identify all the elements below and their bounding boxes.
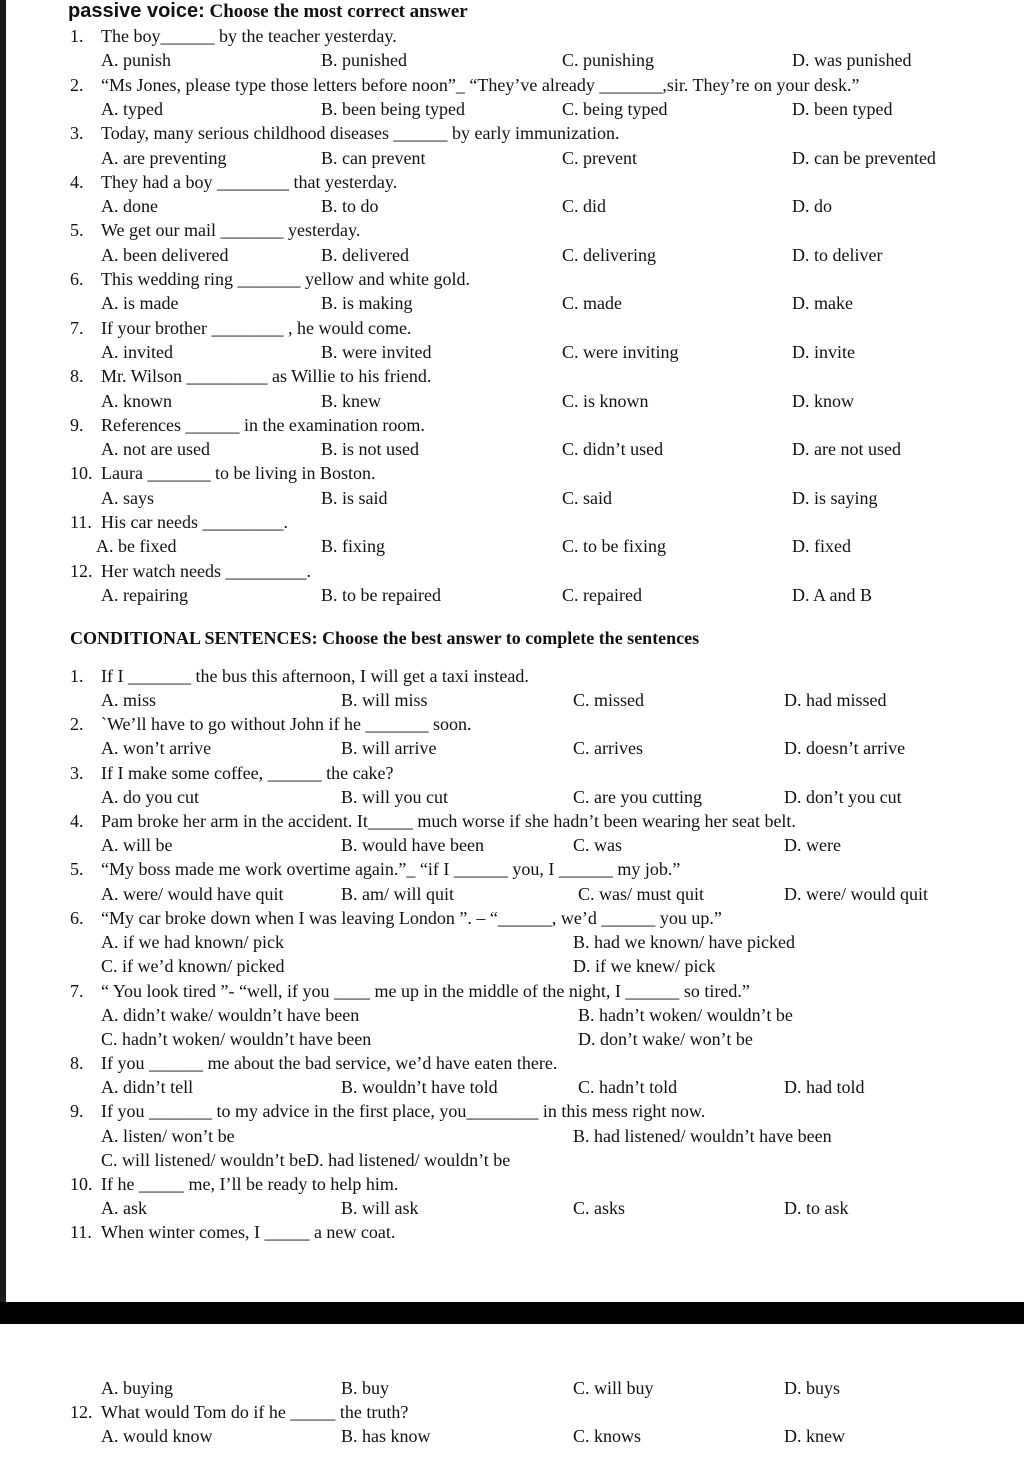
- option-b[interactable]: B. is making: [321, 293, 413, 313]
- question-number: 7.: [70, 981, 84, 1001]
- option-d[interactable]: D. fixed: [792, 536, 851, 556]
- option-c[interactable]: C. made: [562, 293, 622, 313]
- question-stem: Mr. Wilson _________ as Willie to his friend.: [101, 366, 432, 386]
- option-b[interactable]: B. had listened/ wouldn’t have been: [573, 1126, 832, 1146]
- question-number: 8.: [70, 1053, 84, 1073]
- question-number: 8.: [70, 366, 84, 386]
- option-b[interactable]: B. is said: [321, 488, 388, 508]
- question-number: 5.: [70, 859, 84, 879]
- option-b[interactable]: B. am/ will quit: [341, 884, 455, 904]
- question-number: 4.: [70, 172, 84, 192]
- question-stem: If he _____ me, I’ll be ready to help him.: [101, 1174, 399, 1194]
- question-stem: What would Tom do if he _____ the truth?: [101, 1402, 409, 1422]
- option-b[interactable]: B. knew: [321, 391, 381, 411]
- question-number: 5.: [70, 220, 84, 240]
- option-a[interactable]: A. been delivered: [101, 245, 229, 265]
- question-number: 10.: [70, 463, 93, 483]
- question-number: 6.: [70, 269, 84, 289]
- option-c[interactable]: C. were inviting: [562, 342, 679, 362]
- option-d[interactable]: D. had missed: [784, 690, 887, 710]
- option-a[interactable]: A. do you cut: [101, 787, 199, 807]
- option-c[interactable]: C. hadn’t told: [578, 1077, 678, 1097]
- question-number: 11.: [70, 512, 92, 532]
- question-number: 6.: [70, 908, 84, 928]
- option-d[interactable]: D. don’t wake/ won’t be: [578, 1029, 753, 1049]
- option-d[interactable]: D. to ask: [784, 1198, 849, 1218]
- option-b[interactable]: B. been being typed: [321, 99, 465, 119]
- question-stem: The boy______ by the teacher yesterday.: [101, 26, 397, 46]
- question-stem: This wedding ring _______ yellow and white gold.: [101, 269, 470, 289]
- question-stem: They had a boy ________ that yesterday.: [101, 172, 398, 192]
- option-b[interactable]: B. has know: [341, 1426, 431, 1446]
- option-c[interactable]: C. is known: [562, 391, 649, 411]
- question-number: 9.: [70, 1101, 84, 1121]
- question-number: 11.: [70, 1222, 92, 1242]
- question-number: 4.: [70, 811, 84, 831]
- option-b[interactable]: B. is not used: [321, 439, 420, 459]
- question-stem: “Ms Jones, please type those letters before noon”_ “They’ve already _______,sir. They’re on your desk.”: [101, 75, 860, 95]
- option-d[interactable]: D. make: [792, 293, 853, 313]
- option-a[interactable]: A. known: [101, 391, 172, 411]
- option-c[interactable]: C. did: [562, 196, 607, 216]
- conditional-heading: [70, 628, 699, 649]
- passive-heading-bold: passive voice:: [68, 0, 205, 22]
- option-b[interactable]: B. delivered: [321, 245, 409, 265]
- option-d[interactable]: D. knew: [784, 1426, 845, 1446]
- question-stem: If your brother ________ , he would come.: [101, 318, 412, 338]
- option-d[interactable]: D. is saying: [792, 488, 878, 508]
- question-stem: “ You look tired ”- “well, if you ____ me up in the middle of the night, I ______ so tired.”: [101, 981, 750, 1001]
- question-number: 2.: [70, 714, 84, 734]
- option-c[interactable]: C. to be fixing: [562, 536, 666, 556]
- question-number: 7.: [70, 318, 84, 338]
- question-stem: Pam broke her arm in the accident. It_____ much worse if she hadn’t been wearing her seat belt.: [101, 811, 796, 831]
- option-c[interactable]: C. said: [562, 488, 613, 508]
- option-c[interactable]: C. repaired: [562, 585, 642, 605]
- option-c[interactable]: C. missed: [573, 690, 645, 710]
- option-b[interactable]: B. to be repaired: [321, 585, 441, 605]
- option-d[interactable]: D. don’t you cut: [784, 787, 902, 807]
- option-c[interactable]: C. didn’t used: [562, 439, 664, 459]
- option-d[interactable]: D. are not used: [792, 439, 901, 459]
- option-c[interactable]: C. arrives: [573, 738, 643, 758]
- option-d[interactable]: D. can be prevented: [792, 148, 936, 168]
- option-a[interactable]: A. miss: [101, 690, 157, 710]
- option-a[interactable]: A. were/ would have quit: [101, 884, 284, 904]
- option-a[interactable]: A. won’t arrive: [101, 738, 212, 758]
- option-b[interactable]: B. to do: [321, 196, 379, 216]
- option-c[interactable]: C. punishing: [562, 50, 655, 70]
- option-b[interactable]: B. will arrive: [341, 738, 437, 758]
- option-a[interactable]: A. is made: [101, 293, 179, 313]
- option-c[interactable]: C. are you cutting: [573, 787, 702, 807]
- option-d[interactable]: D. A and B: [792, 585, 873, 605]
- option-b[interactable]: B. will you cut: [341, 787, 448, 807]
- question-stem: If I _______ the bus this afternoon, I will get a taxi instead.: [101, 666, 529, 686]
- option-b[interactable]: B. were invited: [321, 342, 432, 362]
- option-d[interactable]: D. was punished: [792, 50, 912, 70]
- question-stem: His car needs _________.: [101, 512, 288, 532]
- option-d[interactable]: D. invite: [792, 342, 855, 362]
- option-a[interactable]: A. punish: [101, 50, 172, 70]
- option-b[interactable]: B. had we known/ have picked: [573, 932, 795, 952]
- question-stem: References ______ in the examination room.: [101, 415, 425, 435]
- option-a[interactable]: A. ask: [101, 1198, 147, 1218]
- option-c[interactable]: C. prevent: [562, 148, 637, 168]
- conditional-heading-bold: CONDITIONAL SENTENCES:: [70, 628, 318, 648]
- option-d[interactable]: D. been typed: [792, 99, 893, 119]
- option-d[interactable]: D. do: [792, 196, 832, 216]
- conditional-heading-rest: Choose the best answer to complete the sentences: [317, 628, 700, 648]
- left-edge-bar: [0, 0, 6, 1302]
- question-number: 12.: [70, 1402, 93, 1422]
- option-a[interactable]: A. didn’t wake/ wouldn’t have been: [101, 1005, 360, 1025]
- question-stem: Laura _______ to be living in Boston.: [101, 463, 376, 483]
- question-number: 1.: [70, 26, 84, 46]
- option-b[interactable]: B. punished: [321, 50, 408, 70]
- option-b[interactable]: B. buy: [341, 1378, 390, 1398]
- option-c-d[interactable]: C. will listened/ wouldn’t beD. had listened/ wouldn’t be: [101, 1150, 511, 1170]
- option-d[interactable]: D. had told: [784, 1077, 865, 1097]
- question-stem: We get our mail _______ yesterday.: [101, 220, 361, 240]
- option-a[interactable]: A. done: [101, 196, 158, 216]
- question-number: 3.: [70, 763, 84, 783]
- option-c[interactable]: C. knows: [573, 1426, 642, 1446]
- option-d[interactable]: D. know: [792, 391, 854, 411]
- question-stem: “My boss made me work overtime again.”_ “if I ______ you, I ______ my job.”: [101, 859, 681, 879]
- option-a[interactable]: A. would know: [101, 1426, 213, 1446]
- question-stem: If I make some coffee, ______ the cake?: [101, 763, 394, 783]
- question-stem: If you ______ me about the bad service, we’d have eaten there.: [101, 1053, 558, 1073]
- option-b[interactable]: B. will miss: [341, 690, 428, 710]
- option-a[interactable]: A. be fixed: [96, 536, 177, 556]
- option-c[interactable]: C. being typed: [562, 99, 668, 119]
- option-a[interactable]: A. will be: [101, 835, 173, 855]
- passive-heading-rest: Choose the most correct answer: [204, 1, 468, 22]
- option-d[interactable]: D. were/ would quit: [784, 884, 928, 904]
- option-a[interactable]: A. says: [101, 488, 154, 508]
- question-stem: `We’ll have to go without John if he _______ soon.: [101, 714, 472, 734]
- option-a[interactable]: A. buying: [101, 1378, 173, 1398]
- question-number: 12.: [70, 561, 93, 581]
- option-a[interactable]: A. listen/ won’t be: [101, 1126, 235, 1146]
- question-stem: When winter comes, I _____ a new coat.: [101, 1222, 396, 1242]
- option-d[interactable]: D. buys: [784, 1378, 841, 1398]
- option-c[interactable]: C. delivering: [562, 245, 656, 265]
- question-stem: If you _______ to my advice in the first place, you________ in this mess right now.: [101, 1101, 706, 1121]
- option-a[interactable]: A. not are used: [101, 439, 210, 459]
- question-number: 1.: [70, 666, 84, 686]
- question-stem: “My car broke down when I was leaving London ”. – “______, we’d ______ you up.”: [101, 908, 722, 928]
- option-d[interactable]: D. doesn’t arrive: [784, 738, 906, 758]
- option-a[interactable]: A. didn’t tell: [101, 1077, 194, 1097]
- option-c[interactable]: C. asks: [573, 1198, 626, 1218]
- option-a[interactable]: A. repairing: [101, 585, 188, 605]
- question-stem: Today, many serious childhood diseases ______ by early immunization.: [101, 123, 620, 143]
- question-number: 2.: [70, 75, 84, 95]
- option-b[interactable]: B. can prevent: [321, 148, 426, 168]
- question-stem: Her watch needs _________.: [101, 561, 311, 581]
- option-d[interactable]: D. if we knew/ pick: [573, 956, 716, 976]
- option-c[interactable]: C. was/ must quit: [578, 884, 705, 904]
- option-b[interactable]: B. hadn’t woken/ wouldn’t be: [578, 1005, 793, 1025]
- option-b[interactable]: B. would have been: [341, 835, 484, 855]
- option-c[interactable]: C. hadn’t woken/ wouldn’t have been: [101, 1029, 372, 1049]
- option-d[interactable]: D. to deliver: [792, 245, 883, 265]
- question-number: 10.: [70, 1174, 93, 1194]
- option-a[interactable]: A. typed: [101, 99, 163, 119]
- option-b[interactable]: B. wouldn’t have told: [341, 1077, 498, 1097]
- option-b[interactable]: B. will ask: [341, 1198, 419, 1218]
- option-b[interactable]: B. fixing: [321, 536, 386, 556]
- option-c[interactable]: C. will buy: [573, 1378, 654, 1398]
- question-number: 9.: [70, 415, 84, 435]
- option-c[interactable]: C. was: [573, 835, 622, 855]
- option-a[interactable]: A. invited: [101, 342, 173, 362]
- question-number: 3.: [70, 123, 84, 143]
- passive-heading: [68, 0, 468, 23]
- option-c[interactable]: C. if we’d known/ picked: [101, 956, 285, 976]
- option-a[interactable]: A. if we had known/ pick: [101, 932, 284, 952]
- option-a[interactable]: A. are preventing: [101, 148, 227, 168]
- page-break-bar: [0, 1302, 1024, 1324]
- option-d[interactable]: D. were: [784, 835, 841, 855]
